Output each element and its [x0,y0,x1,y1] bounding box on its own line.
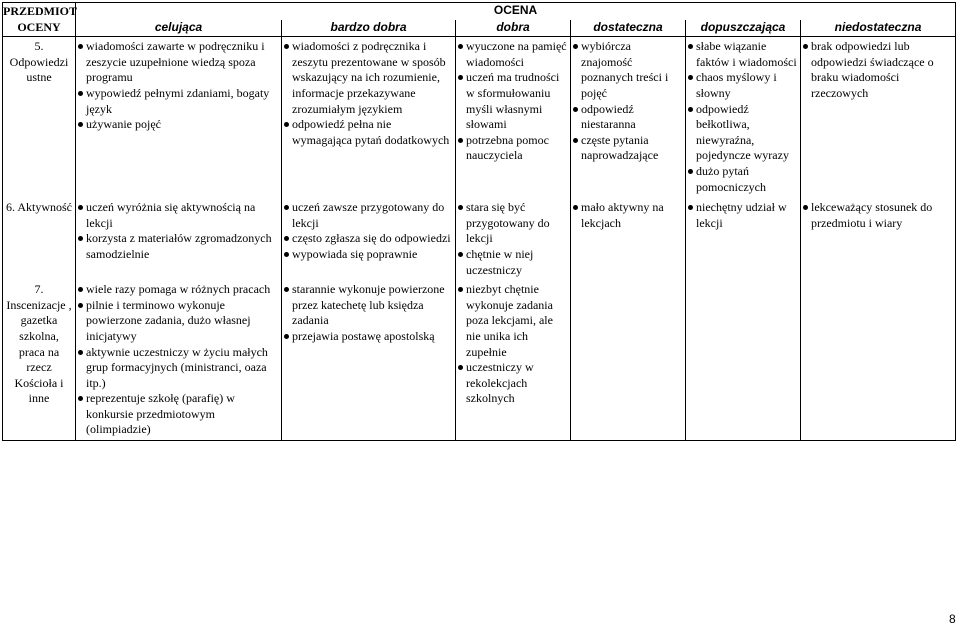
criteria-cell [801,37,956,195]
list-item: wybiórcza znajomość poznanych treści i pojęć [573,39,683,101]
list-item: wiadomości z podręcznika i zeszytu prezentowane w sposób wskazujący na ich rozumienie, informacje przekazywane zrozumiałym językiem [284,39,453,117]
list-item: potrzebna pomoc nauczyciela [458,133,568,164]
list-item: chętnie w niej uczestniczy [458,247,568,278]
grade-header-celujaca: celująca [76,20,282,37]
grade-header-dobra: dobra [456,20,571,37]
criteria-cell [571,37,686,195]
criteria-cell [571,278,686,440]
criteria-cell [76,37,282,195]
criteria-cell [282,37,456,195]
list-item: odpowiedź bełkotliwa, niewyraźna, pojedyncze wyrazy [688,102,798,164]
criteria-cell [686,37,801,195]
list-item: niezbyt chętnie wykonuje zadania poza lekcjami, ale nie unika ich zupełnie [458,282,568,360]
criteria-cell [571,195,686,278]
list-item: wypowiedź pełnymi zdaniami, bogaty język [78,86,279,117]
list-item: słabe wiązanie faktów i wiadomości [688,39,798,70]
criteria-cell [282,278,456,440]
list-item: stara się być przygotowany do lekcji [458,200,568,247]
criteria-cell [456,37,571,195]
list-item: dużo pytań pomocniczych [688,164,798,195]
category-inscenizacje: 7. Inscenizacje , gazetka szkolna, praca na rzecz Kościoła i inne [3,278,76,440]
category-aktywnosc: 6. Aktywność [3,195,76,278]
criteria-cell [76,195,282,278]
criteria-cell [686,278,801,440]
list-item: odpowiedź niestaranna [573,102,683,133]
list-item: aktywnie uczestniczy w życiu małych grup formacyjnych (ministranci, oaza itp.) [78,345,279,392]
list-item: pilnie i terminowo wykonuje powierzone zadania, dużo własnej inicjatywy [78,298,279,345]
grade-header-dopuszczajaca: dopuszczająca [686,20,801,37]
criteria-cell [282,195,456,278]
criteria-cell [801,278,956,440]
subject-header: PRZEDMIOT OCENY [3,3,76,37]
criteria-cell [76,278,282,440]
list-item: wyuczone na pamięć wiadomości [458,39,568,70]
list-item: brak odpowiedzi lub odpowiedzi świadczące o braku wiadomości rzeczowych [803,39,953,101]
list-item: korzysta z materiałów zgromadzonych samodzielnie [78,231,279,262]
ocena-header: OCENA [76,3,956,20]
criteria-cell [456,278,571,440]
criteria-cell [686,195,801,278]
criteria-cell [456,195,571,278]
list-item: uczestniczy w rekolekcjach szkolnych [458,360,568,407]
list-item: używanie pojęć [78,117,279,133]
grade-header-niedostateczna: niedostateczna [801,20,956,37]
list-item: wiele razy pomaga w różnych pracach [78,282,279,298]
list-item: uczeń wyróżnia się aktywnością na lekcji [78,200,279,231]
list-item: lekceważący stosunek do przedmiotu i wiary [803,200,953,231]
list-item: reprezentuje szkołę (parafię) w konkursie przedmiotowym (olimpiadzie) [78,391,279,438]
criteria-cell [801,195,956,278]
list-item: uczeń ma trudności w sformułowaniu myśli własnymi słowami [458,70,568,132]
list-item: przejawia postawę apostolską [284,329,453,345]
list-item: uczeń zawsze przygotowany do lekcji [284,200,453,231]
list-item: mało aktywny na lekcjach [573,200,683,231]
grade-header-dostateczna: dostateczna [571,20,686,37]
page-number: 8 [949,612,956,626]
list-item: wypowiada się poprawnie [284,247,453,263]
list-item: starannie wykonuje powierzone przez katechetę lub księdza zadania [284,282,453,329]
grade-header-bardzo-dobra: bardzo dobra [282,20,456,37]
list-item: częste pytania naprowadzające [573,133,683,164]
list-item: odpowiedź pełna nie wymagająca pytań dodatkowych [284,117,453,148]
list-item: chaos myślowy i słowny [688,70,798,101]
list-item: często zgłasza się do odpowiedzi [284,231,453,247]
category-odpowiedzi-ustne: 5. Odpowiedzi ustne [3,37,76,195]
list-item: niechętny udział w lekcji [688,200,798,231]
grading-table [2,2,956,441]
list-item: wiadomości zawarte w podręczniku i zeszycie uzupełnione wiedzą spoza programu [78,39,279,86]
